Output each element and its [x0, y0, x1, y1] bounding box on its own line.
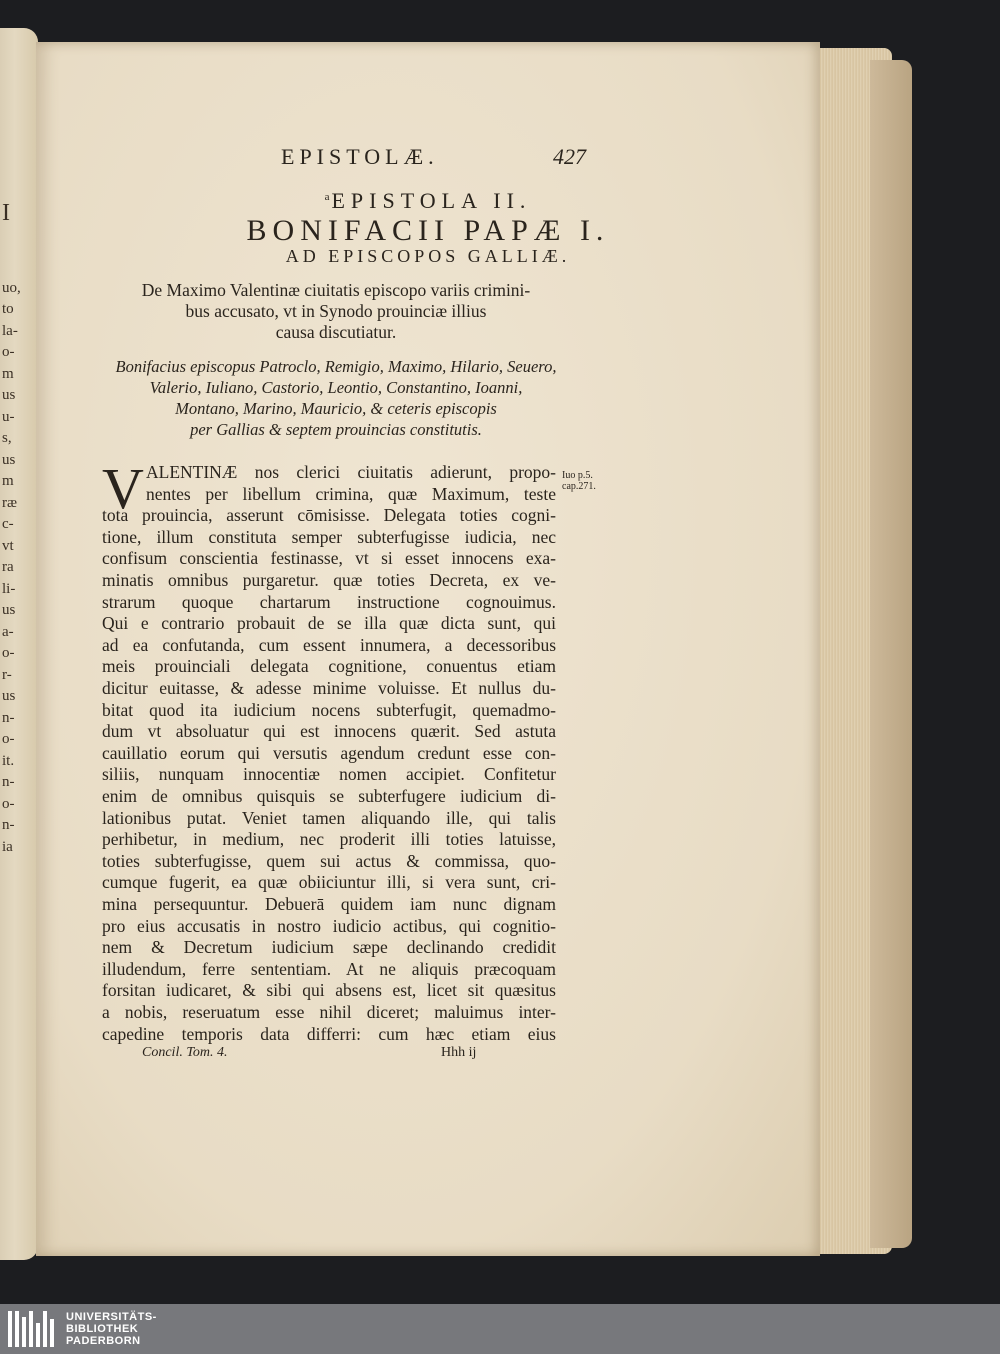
page-number: 427: [553, 144, 586, 169]
epistola-title: EPISTOLA II.: [331, 188, 532, 213]
body-line: pro eius accusatis in nostro iudicio actibus, qui cognitio-: [102, 915, 556, 936]
facing-page-fragment: ra: [2, 559, 14, 575]
argument-line: causa discutiatur.: [275, 322, 397, 342]
body-line: capedine temporis data differri: cum hæc etiam eius: [102, 1023, 556, 1044]
facing-page-fragment: m: [2, 473, 14, 489]
facing-page-fragment: o-: [2, 645, 15, 661]
drop-cap: V: [102, 456, 144, 521]
addressee-heading: AD EPISCOPOS GALLIÆ.: [285, 246, 571, 266]
body-line: minatis omnibus purgaretur. quæ toties Decreta, ex ve-: [102, 570, 556, 590]
facing-page-fragment: I: [2, 200, 10, 226]
facing-page-fragment: u-: [2, 408, 15, 425]
body-line: illudendum, ferre sententiam. At ne aliquis præcoquam: [102, 958, 556, 979]
body-line: perhibetur, in medium, nec proderit illi toties latuisse,: [102, 829, 556, 850]
library-footer: [0, 1304, 1000, 1354]
argument-line: bus accusato, vt in Synodo prouinciæ illius: [185, 301, 487, 321]
running-head: EPISTOLÆ.: [281, 144, 439, 169]
facing-page-fragment: n-: [2, 817, 15, 833]
gathering-signature: Hhh ij: [441, 1045, 477, 1060]
signature-note: Concil. Tom. 4.: [142, 1045, 228, 1060]
body-line: strarum quoque chartarum instructione cognouimus.: [102, 591, 556, 612]
library-name-line: PADERBORN: [66, 1335, 141, 1347]
body-line: ALENTINÆ nos clerici ciuitatis adierunt, propo-: [146, 462, 556, 482]
facing-page-fragment: m: [2, 365, 14, 382]
body-line: nem & Decretum iudicium sæpe declinando credidit: [102, 937, 556, 958]
facing-page-fragment: c-: [2, 516, 14, 532]
library-name: [66, 1311, 157, 1347]
margin-note-line: cap.271.: [562, 481, 596, 492]
argument-line: De Maximo Valentinæ ciuitatis episcopo variis crimini-: [141, 280, 531, 300]
facing-page-fragment: o-: [2, 731, 15, 747]
body-line: ad ea confutanda, cum essent innumera, a decessoribus: [102, 634, 556, 655]
book-cover-edge: [870, 60, 912, 1248]
body-line: tione, illum constituta semper subterfugisse iudicia, nec: [102, 526, 556, 547]
main-title: BONIFACII PAPÆ I.: [246, 214, 610, 247]
salutation-line: Montano, Marino, Mauricio, & ceteris episcopis: [175, 399, 497, 418]
library-logo-icon: [8, 1311, 54, 1347]
body-line: cumque fugerit, ea quæ obiiciuntur illi, si vera sunt, cri-: [102, 872, 556, 893]
facing-page-fragment: li-: [2, 580, 16, 597]
facing-page-fragment: a-: [2, 623, 14, 640]
body-line: tota prouincia, asserunt cōmisisse. Delegata toties cogni-: [102, 505, 556, 526]
body-line: dicitur euitasse, & adesse minime voluisse. Et nullus du-: [102, 678, 556, 698]
argument-summary: [96, 280, 576, 343]
body-line: Qui e contrario probauit de se illa quæ dicta sunt, qui: [102, 613, 556, 634]
facing-page-fragment: us: [2, 451, 16, 468]
facing-page-fragment: r-: [2, 666, 12, 683]
facing-page-fragment: us: [2, 688, 16, 704]
body-line: mina persequuntur. Debuerā quidem iam nunc dignam: [102, 894, 556, 914]
body-line: nentes per libellum crimina, quæ Maximum, teste: [146, 483, 556, 504]
facing-page-fragment: uo,: [2, 279, 21, 296]
facing-page-fragment: o-: [2, 795, 15, 812]
facing-page-fragment: o-: [2, 344, 15, 360]
footnote-mark: a: [324, 190, 330, 203]
body-line: forsitan iudicaret, & sibi qui absens est, licet sit quæsitus: [102, 980, 556, 1001]
salutation-line: per Gallias & septem prouincias constitutis.: [190, 420, 482, 439]
facing-page-fragment: ræ: [2, 494, 17, 511]
margin-note: [562, 470, 596, 492]
body-line: dum vt absoluatur qui est innocens quærit. Sed astuta: [102, 721, 556, 742]
body-line: lationibus putat. Veniet tamen aliquando ille, qui talis: [102, 807, 556, 828]
library-name-line: UNIVERSITÄTS-: [66, 1311, 157, 1323]
facing-page-fragment: n-: [2, 774, 15, 790]
facing-page-fragment: us: [2, 387, 16, 403]
body-line: cauillatio eorum qui versutis agendum credunt esse con-: [102, 742, 556, 763]
body-line: meis prouinciali delegata cognitione, conuentus etiam: [102, 656, 556, 677]
body-line: toties subterfugisse, quem sui actus & commissa, quo-: [102, 850, 556, 871]
book-page: [36, 42, 820, 1256]
epistola-heading: [36, 188, 820, 214]
salutation-line: Valerio, Iuliano, Castorio, Leontio, Constantino, Ioanni,: [149, 378, 523, 397]
facing-page-fragment: la-: [2, 322, 18, 339]
left-facing-page: [0, 28, 38, 1260]
facing-page-fragment: us: [2, 602, 16, 618]
facing-page-fragment: to: [2, 301, 14, 317]
facing-page-fragment: ia: [2, 838, 13, 855]
margin-note-line: Iuo p.5.: [562, 470, 593, 481]
facing-page-fragment: vt: [2, 537, 14, 554]
body-line: siliis, nunquam innocentiæ nomen accipiet. Confitetur: [102, 764, 556, 785]
body-line: a nobis, reseruatum esse nihil diceret; maluimus inter-: [102, 1002, 556, 1022]
salutation: [96, 356, 576, 440]
facing-page-fragment: it.: [2, 752, 15, 769]
facing-page-fragment: n-: [2, 709, 15, 726]
salutation-line: Bonifacius episcopus Patroclo, Remigio, Maximo, Hilario, Seuero,: [115, 357, 557, 376]
library-name-line: BIBLIOTHEK: [66, 1323, 139, 1335]
facing-page-fragment: s,: [2, 430, 12, 446]
body-line: confisum conscientia festinasse, vt si esset innocens exa-: [102, 548, 556, 569]
body-line: bitat quod ita iudicium nocens subterfugit, quemadmo-: [102, 699, 556, 720]
body-line: enim de omnibus quisquis se subterfugere iudicium di-: [102, 786, 556, 806]
